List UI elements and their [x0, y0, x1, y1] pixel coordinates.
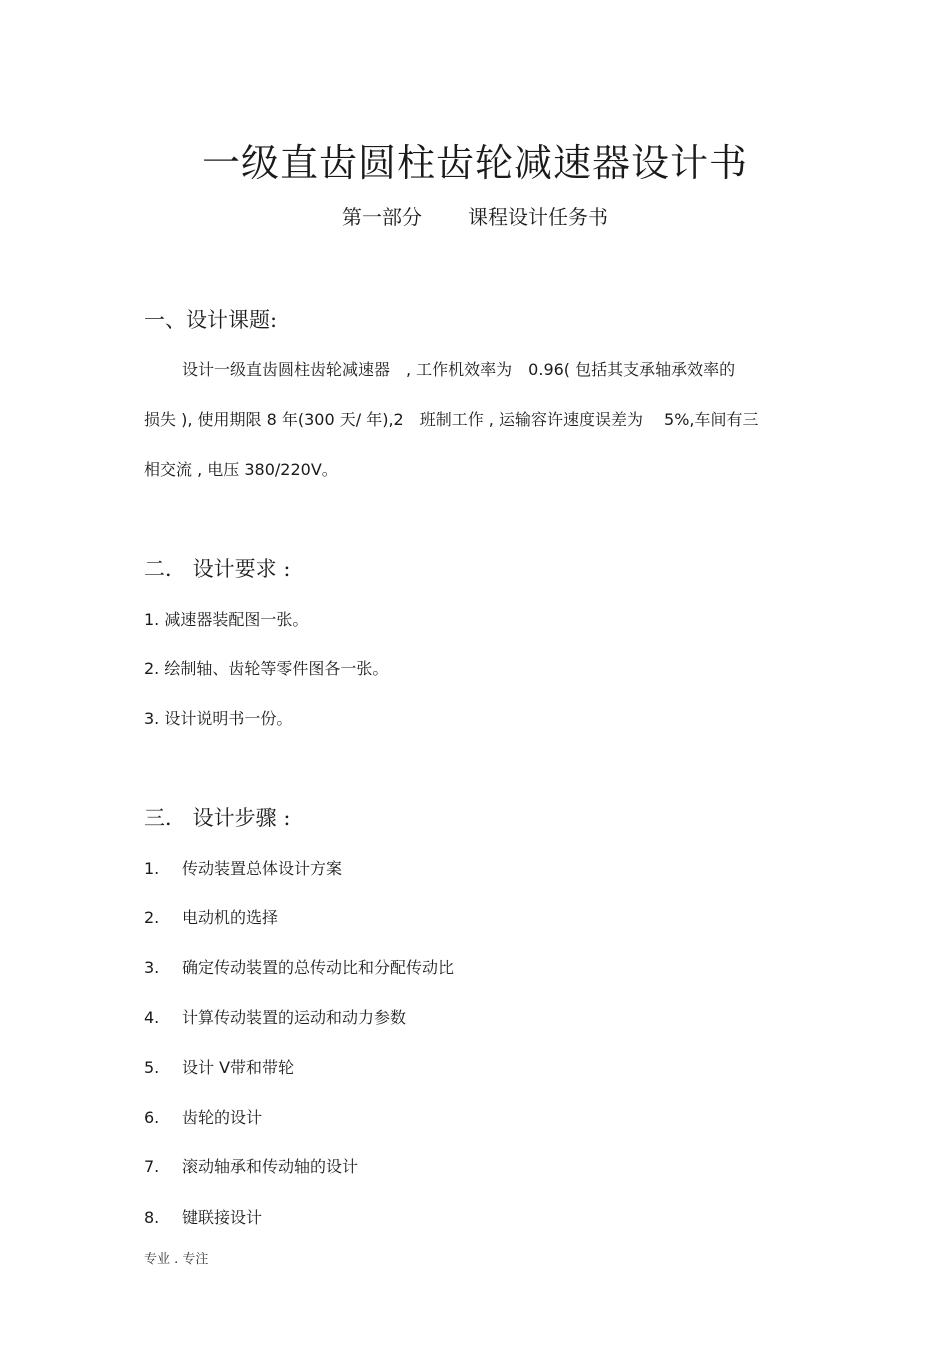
step-item — [144, 1055, 294, 1078]
step-number: 4. — [144, 1008, 160, 1027]
requirement-item: 1. 减速器装配图一张。 — [144, 610, 309, 629]
step-item — [144, 955, 454, 978]
step-number: 8. — [144, 1208, 160, 1227]
section-1-line-2: 损失 ), 使用期限 8 年(300 天/ 年),2 班制工作 , 运输容许速度误差为 5%,车间有三 — [144, 410, 759, 429]
step-number: 3. — [144, 958, 160, 977]
section-1-heading: 一、设计课题: — [144, 308, 278, 332]
step-item — [144, 856, 342, 879]
subtitle-name: 课程设计任务书 — [468, 205, 608, 229]
subtitle-part: 第一部分 — [342, 205, 422, 229]
step-text: 键联接设计 — [182, 1208, 263, 1227]
step-number: 2. — [144, 908, 160, 927]
step-text: 电动机的选择 — [182, 908, 279, 927]
document-subtitle — [0, 201, 950, 230]
step-text: 确定传动装置的总传动比和分配传动比 — [182, 958, 455, 977]
step-text: 传动装置总体设计方案 — [182, 859, 343, 878]
step-number: 5. — [144, 1058, 160, 1077]
page-footer: 专业 . 专注 — [144, 1252, 209, 1267]
section-1-line-1: 设计一级直齿圆柱齿轮减速器 , 工作机效率为 0.96( 包括其支承轴承效率的 — [182, 360, 736, 379]
step-number: 6. — [144, 1108, 160, 1127]
section-3-heading: 三． 设计步骤 : — [144, 806, 291, 830]
section-1-line-3: 相交流 , 电压 380/220V。 — [144, 460, 338, 479]
requirement-item: 2. 绘制轴、齿轮等零件图各一张。 — [144, 659, 389, 678]
step-item — [144, 905, 278, 928]
step-text: 设计 V带和带轮 — [182, 1058, 295, 1077]
step-item — [144, 1154, 358, 1177]
step-item — [144, 1005, 406, 1028]
step-item — [144, 1205, 262, 1228]
step-text: 滚动轴承和传动轴的设计 — [182, 1157, 359, 1176]
step-text: 齿轮的设计 — [182, 1108, 263, 1127]
step-number: 7. — [144, 1157, 160, 1176]
document-title: 一级直齿圆柱齿轮减速器设计书 — [201, 141, 748, 185]
step-text: 计算传动装置的运动和动力参数 — [182, 1008, 407, 1027]
section-2-heading: 二． 设计要求 : — [144, 557, 291, 581]
step-item — [144, 1105, 262, 1128]
step-number: 1. — [144, 859, 160, 878]
requirement-item: 3. 设计说明书一份。 — [144, 709, 293, 728]
